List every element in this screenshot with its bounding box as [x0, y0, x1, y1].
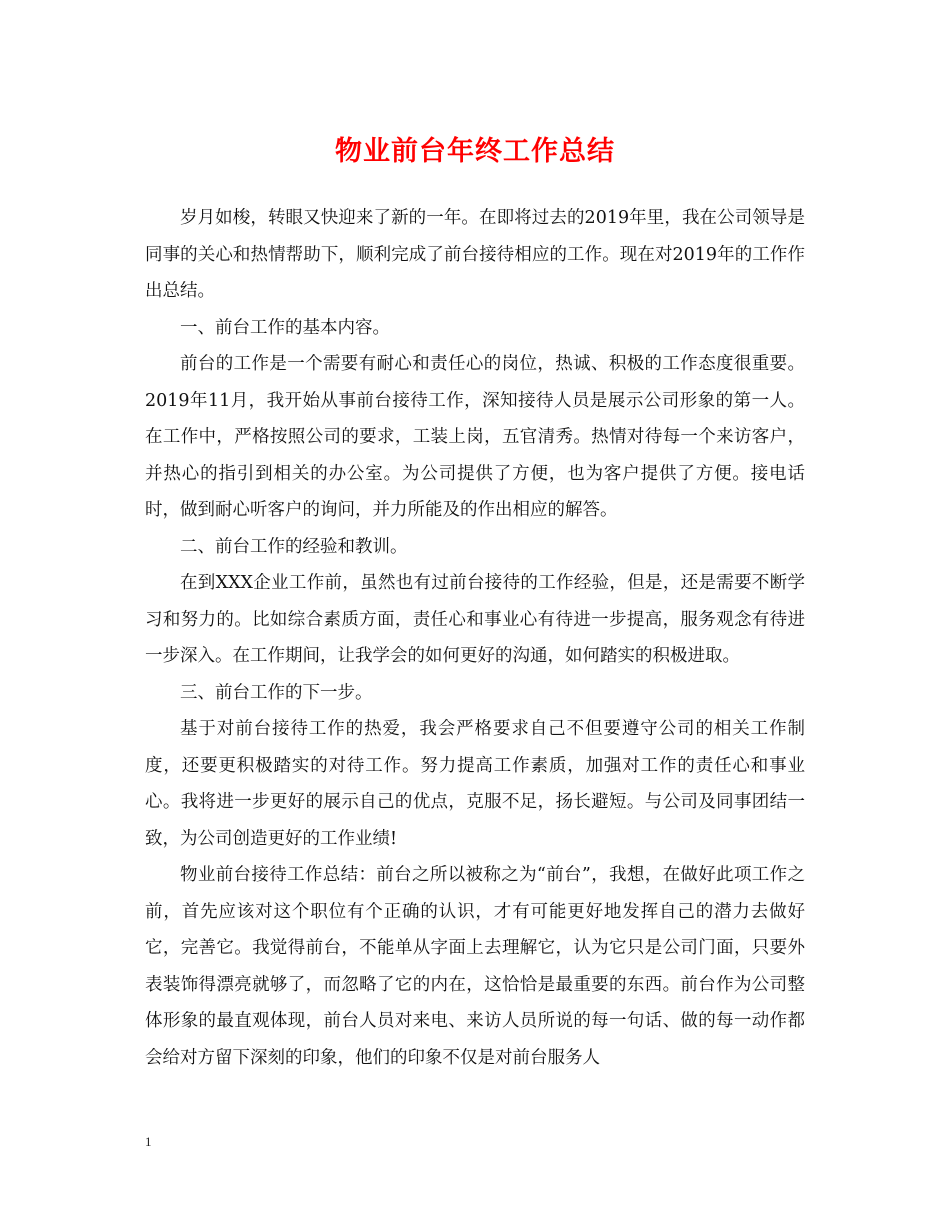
- document-body: [145, 200, 805, 1076]
- section-heading-2: 二、前台工作的经验和教训。: [180, 536, 408, 557]
- paragraph-section-1: 前台的工作是一个需要有耐心和责任心的岗位，热诚、积极的工作态度很重要。2019年11月，我开始从事前台接待工作，深知接待人员是展示公司形象的第一人。在工作中，严格按照公司的要求，工装上岗，五官清秀。热情对待每一个来访客户，并热心的指引到相关的办公室。为公司提供了方便，也为客户提供了方便。接电话时，做到耐心听客户的询问，并力所能及的作出相应的解答。: [145, 354, 805, 520]
- paragraph-section-2: 在到XXX企业工作前，虽然也有过前台接待的工作经验，但是，还是需要不断学习和努力的。比如综合素质方面，责任心和事业心有待进一步提高，服务观念有待进一步深入。在工作期间，让我学会的如何更好的沟通，如何踏实的积极进取。: [145, 573, 805, 666]
- paragraph-intro: 岁月如梭，转眼又快迎来了新的一年。在即将过去的2019年里，我在公司领导是同事的关心和热情帮助下，顺利完成了前台接待相应的工作。现在对2019年的工作作出总结。: [145, 208, 805, 301]
- paragraph-section-3: 基于对前台接待工作的热爱，我会严格要求自己不但要遵守公司的相关工作制度，还要更积极踏实的对待工作。努力提高工作素质，加强对工作的责任心和事业心。我将进一步更好的展示自己的优点，克服不足，扬长避短。与公司及同事团结一致，为公司创造更好的工作业绩!: [145, 719, 805, 849]
- paragraph-summary: 物业前台接待工作总结：前台之所以被称之为“前台”，我想，在做好此项工作之前，首先应该对这个职位有个正确的认识，才有可能更好地发挥自己的潜力去做好它，完善它。我觉得前台，不能单从字面上去理解它，认为它只是公司门面，只要外表装饰得漂亮就够了，而忽略了它的内在，这恰恰是最重要的东西。前台作为公司整体形象的最直观体现，前台人员对来电、来访人员所说的每一句话、做的每一动作都会给对方留下深刻的印象，他们的印象不仅是对前台服务人: [145, 865, 805, 1068]
- page-number: 1: [145, 1134, 152, 1149]
- section-heading-1: 一、前台工作的基本内容。: [180, 317, 390, 338]
- section-heading-3: 三、前台工作的下一步。: [180, 682, 373, 703]
- document-title: 物业前台年终工作总结: [335, 136, 615, 167]
